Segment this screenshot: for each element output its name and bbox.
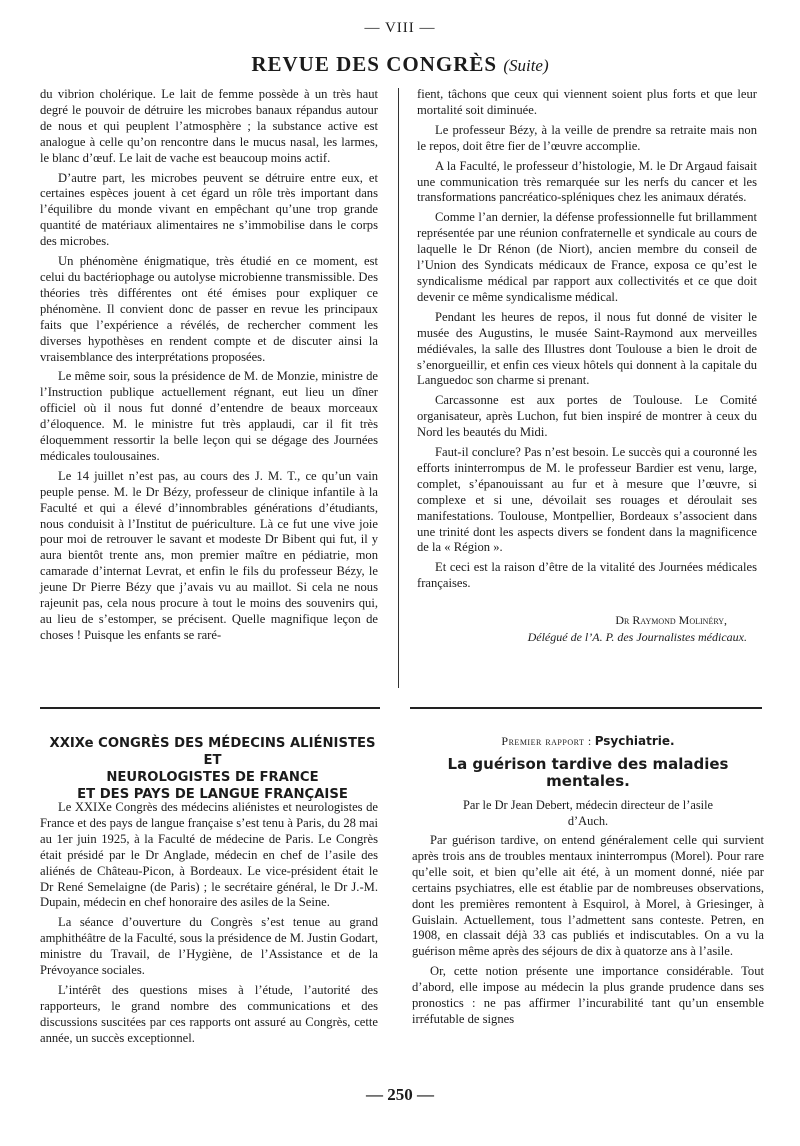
paragraph: Un phénomène énigmatique, très étudié en ce moment, est celui du bactériophage ou autolyse microbienne transmissible. Des théories très différentes ont été émises pour expliquer ce phénomène. Il convient donc de passer en revue les principaux faits que l’expérience a révélés, de rechercher comment les diverses hypothèses en rendent compte et de discuter ainsi la vraisemblance des interprétations proposées. [40,254,378,364]
paragraph: Par guérison tardive, on entend généralement celle qui survient après trois ans de troubles mentaux ininterrompus (Morel). Pour rare qu’elle soit, et bien qu’elle ait été, à un moment donné, niée par certains psychiatres, elle est établie par de nombreuses observations, dont les premières remontent à Esquirol, à Morel, à Griesinger, à Guislain. Actuellement, tous l’admettent sans conteste. Petren, en 1908, en classait déjà 33 cas publiés et indiscutables. On a vu la guérison même après des séjours de dix à quatorze ans à l’asile. [412,833,764,959]
paragraph: A la Faculté, le professeur d’histologie, M. le Dr Argaud faisait une communication très remarquée sur les nerfs du cancer et les transformations pancréatico-spléniques chez les animaux dératés. [417,158,757,205]
paragraph: Carcassonne est aux portes de Toulouse. Le Comité organisateur, après Luchon, fut bien inspiré de montrer à ceux du Nord les beautés du Midi. [417,393,757,440]
article-author [412,797,764,829]
congress-title-line: XXIXe CONGRÈS DES MÉDECINS ALIÉNISTES ET [49,736,376,768]
section-suite: (Suite) [503,56,549,75]
article-title-line: La guérison tardive des maladies [447,755,729,773]
rapport-label: Premier rapport : [501,734,592,748]
paragraph: Le 14 juillet n’est pas, au cours des J. M. T., ce qu’un vain peuple pense. M. le Dr Bézy, professeur de clinique infantile à la Faculté et qui a élevé d’innombrables générations d’étudiants, nous conduisit à l’Institut de puériculture. Là ce fut une vive joie pour moi de retrouver le savant et modeste Dr Bibent qui fut, il y aura bientôt trente ans, mon premier maître en pédiatrie, mon camarade d’internat Levrat, et enfin le fils du professeur Bézy, le jeune Dr Pierre Bézy que j’avais vu au maillot. Si cela ne nous rajeunit pas, cela nous procure à tout le moins des souvenirs qui, au lieu de s’estomper, se précisent. Quelle magnifique leçon de choses ! Puisque les enfants se raré- [40,468,378,642]
paragraph: Pendant les heures de repos, il nous fut donné de visiter le musée des Augustins, le musée Saint-Raymond aux merveilles médiévales, la salle des Illustres dont Toulouse a bien le droit de s’enorgueillir, et enfin ces vieux hôtels qui donnent à la capitale du Languedoc son charme si prenant. [417,309,757,388]
paragraph: La séance d’ouverture du Congrès s’est tenue au grand amphithéâtre de la Faculté, sous la présidence de M. Justin Godart, ministre du Travail, de l’Hygiène, de l’Assistance et de la Prévoyance sociales. [40,915,378,978]
congress-title-line: ET DES PAYS DE LANGUE FRANÇAISE [77,787,348,802]
section-rule-left [40,707,380,709]
column-divider [398,88,399,688]
rapport-body [412,833,764,1032]
author-line: d’Auch. [567,814,609,828]
congress-body [40,800,378,1051]
paragraph: Et ceci est la raison d’être de la vitalité des Journées médicales françaises. [417,560,757,591]
signature-role: Délégué de l’A. P. des Journalistes médicaux. [527,630,747,645]
section-rule-right [410,707,762,709]
paragraph: fient, tâchons que ceux qui viennent soient plus forts et que leur mortalité soit diminuée. [417,87,757,117]
paragraph: D’autre part, les microbes peuvent se détruire entre eux, et certaines espèces jouent à cet égard un rôle très important dans l’équilibre du monde vivant en empêchant qu’une trop grande quantité de matériaux alimentaires ne s’immobilise dans le corps des microbes. [40,170,378,249]
author-line: Par le Dr Jean Debert, médecin directeur de l’asile [462,798,714,812]
section-title: REVUE DES CONGRÈS [251,52,498,76]
paragraph: Le professeur Bézy, à la veille de prendre sa retraite mais non le repos, doit être fier de l’œuvre accomplie. [417,122,757,153]
page-number: — 250 — [366,1085,434,1104]
congress-title [40,735,385,803]
section-header [0,52,800,77]
paragraph: L’intérêt des questions mises à l’étude, l’autorité des rapporteurs, le grand nombre des communications et des discussions suscitées par ces rapports ont assuré au Congrès, cette année, un succès exceptionnel. [40,982,378,1045]
signature-name: Dr Raymond Molinéry, [615,613,727,628]
roman-page-number: — VIII — [364,20,436,36]
paragraph: Faut-il conclure? Pas n’est besoin. Le succès qui a couronné les efforts ininterrompus de M. le professeur Bardier est venu, large, complet, s’épanouissant au fur et à mesure que l’œuvre, si complexe et si une, dévoilait ses rouages et déroulait ses manifestations. Toulouse, Montpellier, Bordeaux s’associent dans une trinité dont les aspects divers se fondent dans la magnificence de la « Région ». [417,445,757,555]
top-left-column [40,87,378,648]
paragraph: Le même soir, sous la présidence de M. de Monzie, ministre de l’Instruction publique actuellement régnant, eut lieu un dîner officiel où il nous fut donné d’entendre de beaux morceaux d’éloquence. M. le ministre fut très applaudi, car il fit très éloquemment ressortir la belle leçon qui se dégage des Journées médicales toulousaines. [40,369,378,463]
paragraph: Comme l’an dernier, la défense professionnelle fut brillamment représentée par une réunion confraternelle et syndicale au cours de laquelle le Dr Rénon (de Niort), ancien membre du conseil de l’Union des Syndicats médicaux de France, exposa ce qu’est le syndicalisme médical par rapport aux collectivités et ce que doit devenir ce même syndicalisme médical. [417,210,757,304]
article-title [412,756,764,790]
paragraph: Le XXIXe Congrès des médecins aliénistes et neurologistes de France et des pays de langue française s’est tenu à Paris, du 28 mai au 1er juin 1925, à la Faculté de médecine de Paris. Le Congrès était présidé par le Dr Anglade, médecin en chef de l’asile des aliénés de Château-Picon, à Bordeaux. Le vice-président était le Dr René Semelaigne (de Paris) ; le secrétaire général, le Dr J.-M. Dupain, médecin en chef honoraire des asiles de la Seine. [40,800,378,910]
article-title-line: mentales. [546,772,630,790]
top-right-column [417,87,757,646]
rapport-subject: Psychiatrie. [594,734,675,748]
paragraph: du vibrion cholérique. Le lait de femme possède à un très haut degré le pouvoir de détruire les microbes banaux répandus autour de nous et qui peuplent l’atmosphère ; la substance active est analogue à celle qu’on rencontre dans le mucus nasal, les larmes, le blanc d’œuf. Le lait de vache est beaucoup moins actif. [40,87,378,165]
signature [417,612,757,646]
rapport-heading [412,734,764,749]
congress-title-line: NEUROLOGISTES DE FRANCE [106,770,319,785]
paragraph: Or, cette notion présente une importance considérable. Tout d’abord, elle impose au médecin la plus grande prudence dans ses pronostics : ne pas affirmer l’incurabilité tant qu’un ensemble irréfutable de signes [412,964,764,1026]
